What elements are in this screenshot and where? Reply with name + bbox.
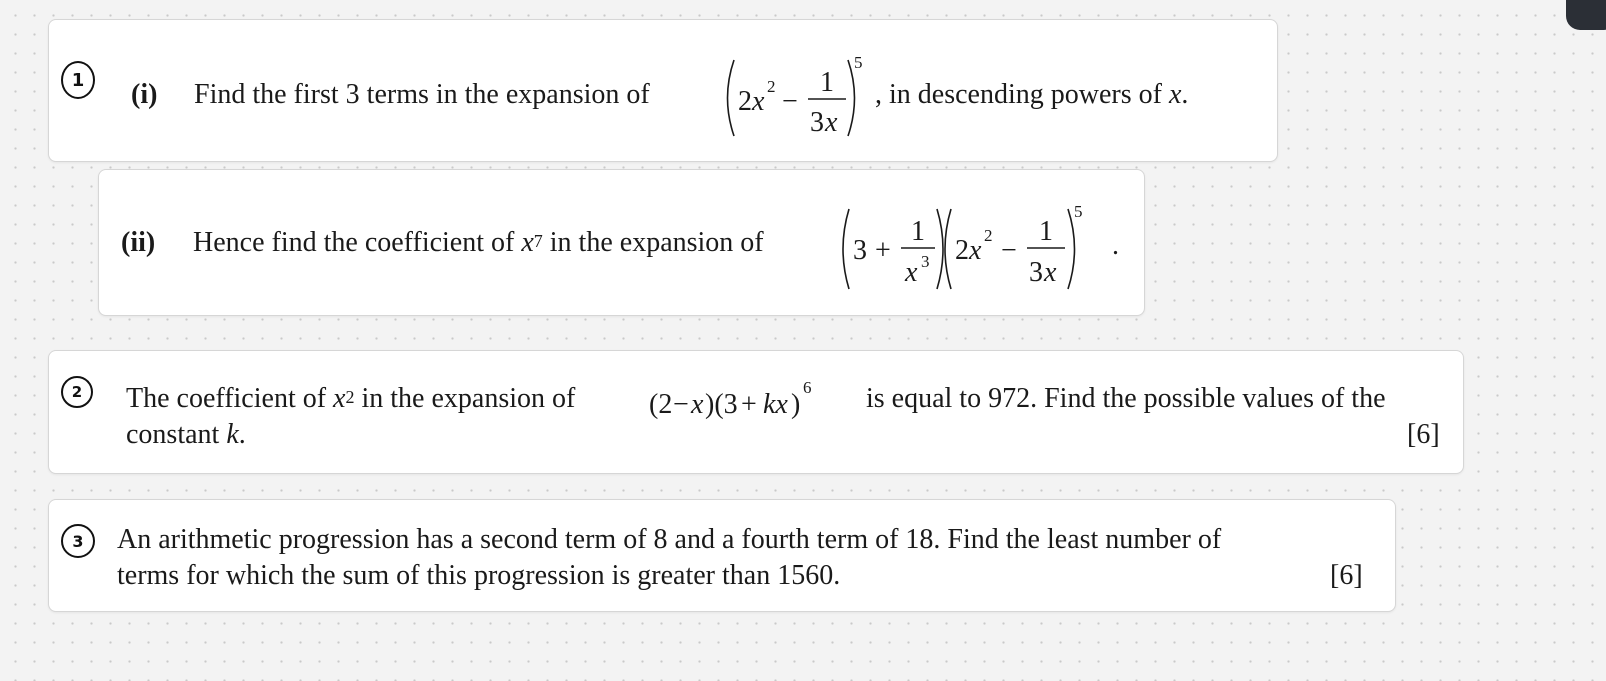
question-2-marks: [6]: [1407, 419, 1440, 450]
question-2-line-1-b: is equal to 972. Find the possible values of the: [866, 383, 1386, 414]
question-3-line-2: terms for which the sum of this progression is greater than 1560.: [117, 560, 841, 591]
window-corner-control: [1566, 0, 1606, 30]
svg-text:5: 5: [1074, 202, 1083, 221]
svg-text:3: 3: [853, 235, 867, 266]
svg-text:3: 3: [810, 107, 824, 138]
question-3-line-1: An arithmetic progression has a second term of 8 and a fourth term of 18. Find the least number of: [117, 524, 1222, 555]
svg-text:x: x: [752, 86, 765, 117]
question-1-part-i-text: Find the first 3 terms in the expansion of: [194, 79, 650, 110]
question-2-line-2: constant k.: [126, 419, 246, 450]
svg-text:3: 3: [1029, 257, 1043, 288]
question-1-part-i-card: [48, 19, 1278, 162]
question-2-number-circle: [61, 376, 93, 408]
question-1-number-circle: [61, 61, 95, 99]
svg-text:−: −: [1001, 235, 1017, 266]
svg-text:2: 2: [955, 235, 969, 266]
svg-text:3: 3: [921, 252, 930, 271]
svg-text:): ): [791, 389, 801, 420]
question-1-part-ii-card: [98, 169, 1145, 316]
question-3-marks: [6]: [1330, 560, 1363, 591]
svg-text:+: +: [875, 235, 891, 266]
question-1-part-i-suffix: , in descending powers of x.: [875, 79, 1189, 110]
svg-text:(2: (2: [649, 389, 673, 420]
svg-text:x: x: [825, 107, 838, 138]
svg-text:2: 2: [738, 86, 752, 117]
question-1-part-ii-label: (ii): [121, 227, 156, 258]
svg-text:x: x: [905, 257, 918, 288]
question-1-part-i-expression: [724, 53, 884, 153]
question-1-part-ii-expression: [841, 197, 1111, 307]
svg-text:x: x: [691, 389, 704, 420]
question-2-card: [48, 350, 1464, 474]
svg-text:−: −: [673, 389, 689, 420]
question-3-card: [48, 499, 1396, 612]
question-3-number: 3: [72, 531, 84, 551]
question-1-number: 1: [71, 69, 85, 91]
question-1-part-i-label: (i): [131, 79, 158, 110]
svg-text:x: x: [969, 235, 982, 266]
question-2-number: 2: [71, 383, 83, 401]
svg-text:2: 2: [984, 226, 993, 245]
svg-text:1: 1: [820, 67, 834, 98]
question-2-expression: [649, 369, 849, 419]
svg-text:2: 2: [767, 77, 776, 96]
svg-text:+: +: [741, 389, 757, 420]
svg-text:−: −: [782, 86, 798, 117]
svg-text:1: 1: [911, 216, 925, 247]
svg-text:x: x: [1044, 257, 1057, 288]
svg-text:)(3: )(3: [705, 389, 738, 420]
svg-text:5: 5: [854, 53, 863, 72]
svg-text:1: 1: [1039, 216, 1053, 247]
svg-text:6: 6: [803, 378, 812, 397]
question-3-number-circle: [61, 524, 95, 558]
svg-text:kx: kx: [763, 389, 788, 420]
question-1-part-ii-text: Hence find the coefficient of $x^7$ in the expansion of: [193, 227, 764, 258]
question-2-line-1-a: The coefficient of $x^2$ in the expansion of: [126, 383, 576, 414]
question-1-part-ii-suffix: .: [1112, 230, 1119, 261]
